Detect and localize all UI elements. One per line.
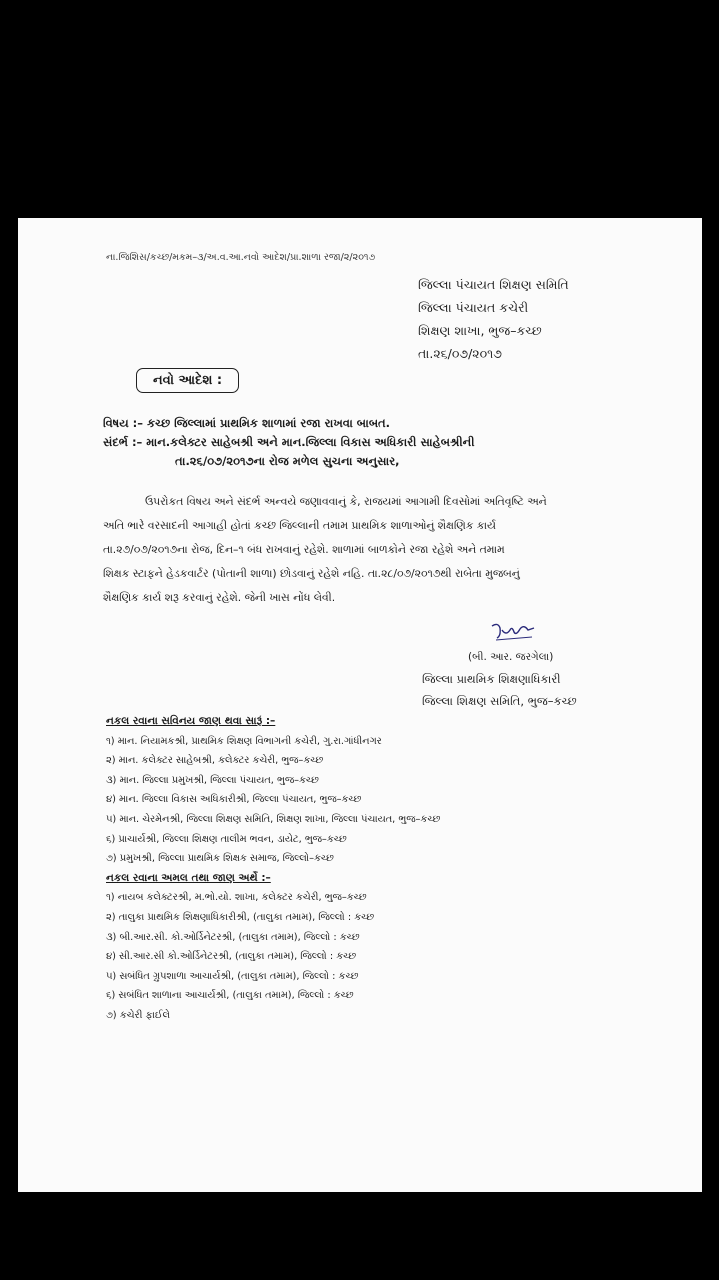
document-page <box>18 218 702 1192</box>
reference-line-continued: તા.૨૬/૦૭/૨૦૧૭ના રોજ મળેલ સુચના અનુસાર, <box>175 454 400 468</box>
list-item: ૧) માન. નિયામકશ્રી, પ્રાથમિક શિક્ષણ વિભાગની કચેરી, ગુ.રા.ગાંધીનગર <box>106 735 382 747</box>
list-item: ૬) સબંધિત શાળાના આચાર્યશ્રી, (તાલુકા તમામ), જિલ્લો : કચ્છ <box>106 990 354 1002</box>
body-line: શિક્ષક સ્ટાફને હેડકવાર્ટર (પોતાની શાળા) છોડવાનું રહેશે નહિ. તા.૨૮/૦૭/૨૦૧૭થી રાબેતા મુજબનું <box>103 567 520 580</box>
reference-number: ના.જિશિસ/કચ્છ/મકમ–૩/અ.વ.આ.નવો આદેશ/પ્રા.શાળા રજા/૨/૨૦૧૭ <box>106 252 376 263</box>
copy-to-list <box>106 712 440 1026</box>
list-item: ૫) સબંધિત ગ્રુપશાળા આચાર્યશ્રી, (તાલુકા તમામ), જિલ્લો : કચ્છ <box>106 970 359 982</box>
list-item: ૭) કચેરી ફાઈલે <box>106 1009 170 1021</box>
cc-heading-action: નકલ રવાના અમલ તથા જાણ અર્થે :– <box>106 871 271 884</box>
address-line: જિલ્લા પંચાયત કચેરી <box>418 300 529 315</box>
subject-line: વિષય :– કચ્છ જિલ્લામાં પ્રાથમિક શાળામાં રજા રાખવા બાબત. <box>103 416 391 430</box>
handwritten-signature <box>488 620 538 642</box>
address-line: જિલ્લા પંચાયત શિક્ષણ સમિતિ <box>418 277 569 292</box>
body-line: તા.૨૭/૦૭/૨૦૧૭ના રોજ, દિન–૧ બંધ રાખવાનું રહેશે. શાળામાં બાળકોને રજા રહેશે અને તમામ <box>103 543 505 556</box>
list-item: ૨) માન. કલેક્ટર સાહેબશ્રી, કલેક્ટર કચેરી, ભુજ–કચ્છ <box>106 755 324 767</box>
list-item: ૫) માન. ચેરમેનશ્રી, જિલ્લા શિક્ષણ સમિતિ, શિક્ષણ શાખા, જિલ્લા પંચાયત, ભુજ–કચ્છ <box>106 813 441 825</box>
office-address <box>418 273 569 365</box>
subject-block <box>103 414 475 471</box>
list-item: ૩) માન. જિલ્લા પ્રમુખશ્રી, જિલ્લા પંચાયત, ભુજ–કચ્છ <box>106 774 319 786</box>
list-item: ૬) પ્રાચાર્યશ્રી, જિલ્લા શિક્ષણ તાલીમ ભવન, ડાયેટ, ભુજ–કચ્છ <box>106 833 347 845</box>
list-item: ૧) નાયબ કલેક્ટરશ્રી, મ.ભો.યો. શાખા, કલેક્ટર કચેરી, ભુજ–કચ્છ <box>106 892 367 904</box>
signatory-name: (બી. આર. જરગેલા) <box>468 651 554 663</box>
signatory-title: જિલ્લા પ્રાથમિક શિક્ષણાધિકારી <box>422 672 561 686</box>
list-item: ૩) બી.આર.સી. કો.ઓર્ડિનેટરશ્રી, (તાલુકા તમામ), જિલ્લો : કચ્છ <box>106 931 360 943</box>
body-paragraph <box>103 490 663 610</box>
reference-line: સંદર્ભ :– માન.કલેક્ટર સાહેબશ્રી અને માન.જિલ્લા વિકાસ અધિકારી સાહેબશ્રીની <box>103 435 475 449</box>
signatory-office: જિલ્લા શિક્ષણ સમિતિ, ભુજ–કચ્છ <box>422 694 577 708</box>
body-line: ઉપરોકત વિષય અને સંદર્ભ અન્વયે જણાવવાનું કે, રાજયમાં આગામી દિવસોમાં અતિવૃષ્ટિ અને <box>145 495 547 508</box>
body-line: શૈક્ષણિક કાર્ય શરૂ કરવાનું રહેશે. જેની ખાસ નોંધ લેવી. <box>103 591 336 604</box>
cc-heading-info: નકલ રવાના સવિનય જાણ થવા સારૂં :– <box>106 715 276 727</box>
list-item: ૭) પ્રમુખશ્રી, જિલ્લા પ્રાથમિક શિક્ષક સમાજ, જિલ્લો–કચ્છ <box>106 853 334 865</box>
address-date: તા.૨૬/૦૭/૨૦૧૭ <box>418 346 502 361</box>
list-item: ૨) તાલુકા પ્રાથમિક શિક્ષણાધિકારીશ્રી, (તાલુકા તમામ), જિલ્લો : કચ્છ <box>106 911 375 923</box>
list-item: ૪) સી.આર.સી કો.ઓર્ડિનેટરશ્રી, (તાલુકા તમામ), જિલ્લો : કચ્છ <box>106 951 357 963</box>
signature-block <box>422 646 577 712</box>
body-line: અતિ ભારે વરસાદની આગાહી હોતાં કચ્છ જિલ્લાની તમામ પ્રાથમિક શાળાઓનું શૈક્ષણિક કાર્ય <box>103 519 496 532</box>
address-line: શિક્ષણ શાખા, ભુજ–કચ્છ <box>418 323 542 338</box>
order-title-box: નવો આદેશ : <box>136 368 239 393</box>
list-item: ૪) માન. જિલ્લા વિકાસ અધિકારીશ્રી, જિલ્લા પંચાયત, ભુજ–કચ્છ <box>106 794 362 806</box>
